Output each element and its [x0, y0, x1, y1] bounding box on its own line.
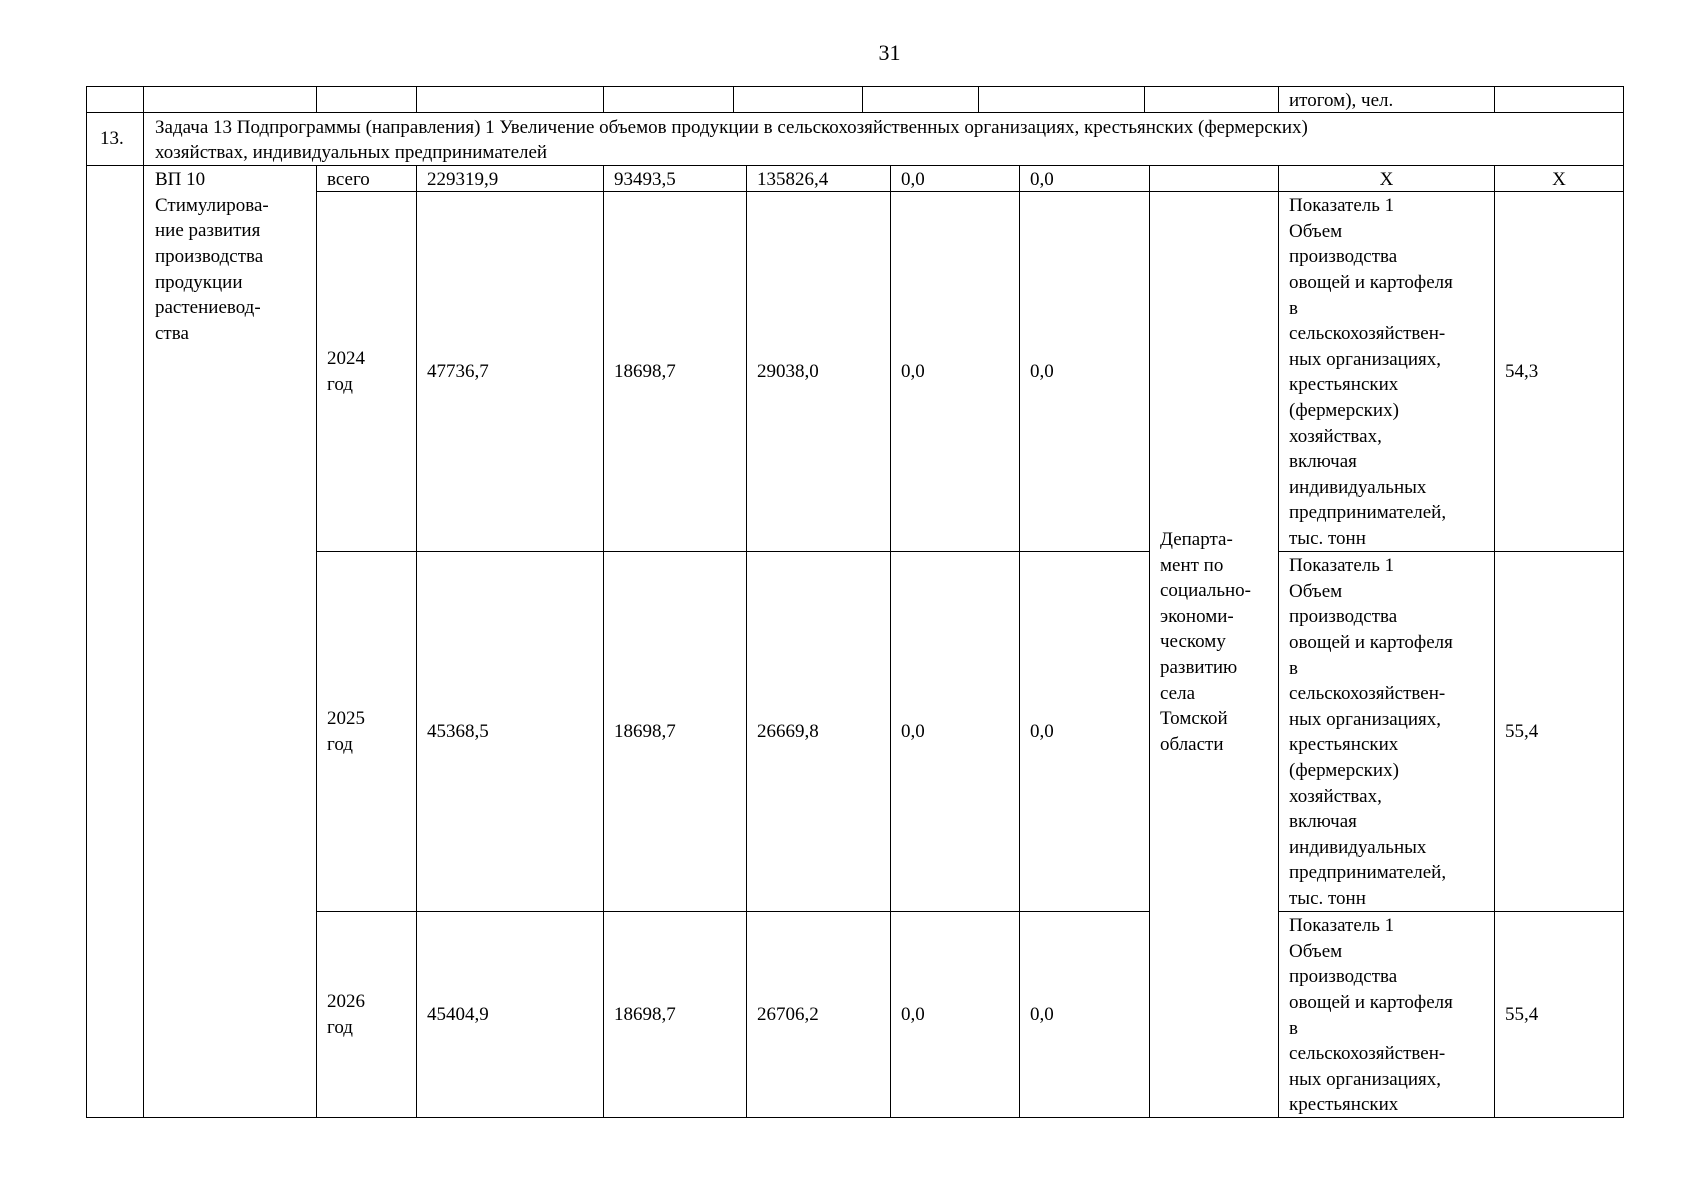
- period-unit: год: [327, 734, 353, 755]
- federal-amount: 18698,7: [614, 1004, 676, 1025]
- period-year: 2024: [327, 348, 365, 369]
- top-row-note: итогом), чел.: [1289, 90, 1394, 111]
- regional-amount: 29038,0: [757, 361, 819, 382]
- period-unit: год: [327, 1017, 353, 1038]
- task-number: 13.: [100, 128, 124, 149]
- regional-amount: 135826,4: [757, 169, 829, 190]
- total-amount: 45404,9: [427, 1004, 489, 1025]
- period-year: 2025: [327, 708, 365, 729]
- federal-amount: 18698,7: [614, 361, 676, 382]
- local-amount: 0,0: [901, 361, 925, 382]
- total-amount: 45368,5: [427, 721, 489, 742]
- extra-amount: 0,0: [1030, 361, 1054, 382]
- page-number: 31: [878, 40, 901, 65]
- indicator-value: X: [1552, 169, 1566, 190]
- period: всего: [327, 169, 370, 190]
- local-amount: 0,0: [901, 721, 925, 742]
- regional-amount: 26706,2: [757, 1004, 819, 1025]
- extra-amount: 0,0: [1030, 1004, 1054, 1025]
- federal-amount: 18698,7: [614, 721, 676, 742]
- regional-amount: 26669,8: [757, 721, 819, 742]
- local-amount: 0,0: [901, 169, 925, 190]
- indicator-value: 54,3: [1505, 361, 1539, 382]
- federal-amount: 93493,5: [614, 169, 676, 190]
- task-title-line-2: хозяйствах, индивидуальных предпринимателей: [155, 142, 548, 163]
- total-amount: 47736,7: [427, 361, 489, 382]
- indicator-value: 55,4: [1505, 721, 1539, 742]
- period-unit: год: [327, 374, 353, 395]
- task-title-line-1: Задача 13 Подпрограммы (направления) 1 Увеличение объемов продукции в сельскохозяйственных организациях, крестьянских (фермерских): [155, 117, 1308, 138]
- indicator-value: 55,4: [1505, 1004, 1539, 1025]
- total-amount: 229319,9: [427, 169, 499, 190]
- extra-amount: 0,0: [1030, 721, 1054, 742]
- indicator: X: [1379, 169, 1394, 190]
- extra-amount: 0,0: [1030, 169, 1054, 190]
- period-year: 2026: [327, 991, 365, 1012]
- local-amount: 0,0: [901, 1004, 925, 1025]
